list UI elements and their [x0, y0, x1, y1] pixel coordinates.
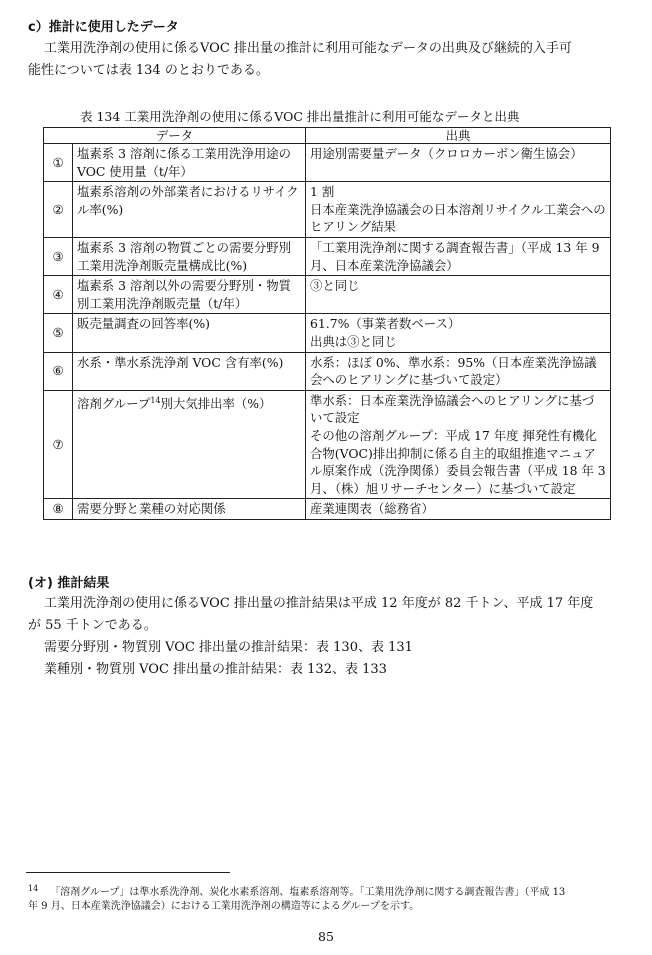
table-caption: 表 134 工業用洗浄剤の使用に係るVOC 排出量推計に利用可能なデータと出典 [80, 109, 520, 124]
row-source-line: その他の溶剤グループ：平成 17 年度 揮発性有機化合物(VOC)排出抑制に係る自主的取組推進マニュアル原案作成（洗浄関係）委員会報告書（平成 18 年 3 月、（株）旭リサーチセンター）に基づいて設定 [310, 427, 606, 496]
data-source-table [43, 127, 611, 520]
row-data: 需要分野と業種の対応関係 [73, 499, 306, 520]
row-number: ⑦ [44, 390, 73, 499]
table-row [44, 352, 611, 390]
row-source: ③と同じ [306, 276, 611, 314]
row-number: ⑥ [44, 352, 73, 390]
row-source: 産業連関表（総務省） [306, 499, 611, 520]
row-source-line: 61.7%（事業者数ベース） [310, 316, 461, 332]
row-number: ② [44, 182, 73, 238]
footnote-marker: 14 [28, 884, 39, 893]
row-source [306, 390, 611, 499]
footnote-line2: 年 9 月、日本産業洗浄協議会）における工業用洗浄剤の構造等によるグループを示す。 [28, 901, 420, 912]
header-source: 出典 [306, 128, 611, 144]
result-item: 需要分野別・物質別 VOC 排出量の推計結果：表 130、表 131 [44, 640, 413, 655]
table-row [44, 390, 611, 499]
row-source-line: 出典は③と同じ [310, 333, 397, 349]
row-data: 塩素系 3 溶剤以外の需要分野別・物質別工業用洗浄剤販売量（t/年） [73, 276, 306, 314]
section-c-heading: c）推計に使用したデータ [28, 20, 179, 35]
page-number: 85 [318, 929, 334, 944]
table-row [44, 182, 611, 238]
row-number: ⑧ [44, 499, 73, 520]
footnote-line1: 「溶剤グループ」は準水系洗浄剤、炭化水素系溶剤、塩素系溶剤等。「工業用洗浄剤に関する調査報告書」（平成 13 [50, 887, 566, 899]
footnote-reference: 14 [150, 395, 161, 405]
row-data-text-suffix: 別大気排出率（%） [160, 395, 272, 411]
section-c-paragraph-line2: 能性については表 134 のとおりである。 [28, 63, 269, 78]
section-o-paragraph-line2: が 55 千トンである。 [28, 618, 157, 633]
section-c-paragraph-line1: 工業用洗浄剤の使用に係るVOC 排出量の推計に利用可能なデータの出典及び継続的入手可 [44, 41, 572, 56]
header-data: データ [44, 128, 306, 144]
table-row [44, 499, 611, 520]
row-source [306, 314, 611, 352]
section-o-heading: (オ) 推計結果 [28, 576, 110, 591]
row-data: 販売量調査の回答率(%) [73, 314, 306, 352]
row-number: ③ [44, 237, 73, 275]
table-row [44, 237, 611, 275]
row-data: 塩素系 3 溶剤に係る工業用洗浄用途の VOC 使用量（t/年） [73, 144, 306, 182]
row-source-line: 1 割 [310, 184, 335, 200]
row-source: 水系：ほぼ 0%、準水系：95%（日本産業洗浄協議会へのヒアリングに基づいて設定） [306, 352, 611, 390]
result-item: 業種別・物質別 VOC 排出量の推計結果：表 132、表 133 [44, 662, 387, 677]
row-data: 塩素系 3 溶剤の物質ごとの需要分野別工業用洗浄剤販売量構成比(%) [73, 237, 306, 275]
row-source-line: 日本産業洗浄協議会の日本溶剤リサイクル工業会へのヒアリング結果 [310, 201, 606, 235]
row-number: ④ [44, 276, 73, 314]
row-number: ① [44, 144, 73, 182]
footnote-separator [26, 872, 230, 873]
table-row [44, 144, 611, 182]
row-source: 「工業用洗浄剤に関する調査報告書」（平成 13 年 9 月、日本産業洗浄協議会） [306, 237, 611, 275]
table-row [44, 276, 611, 314]
row-source [306, 182, 611, 238]
row-data-text: 溶剤グループ [77, 395, 151, 411]
table-row [44, 314, 611, 352]
row-data: 塩素系溶剤の外部業者におけるリサイクル率(%) [73, 182, 306, 238]
row-source-line: 準水系：日本産業洗浄協議会へのヒアリングに基づいて設定 [310, 392, 595, 426]
section-o-paragraph-line1: 工業用洗浄剤の使用に係るVOC 排出量の推計結果は平成 12 年度が 82 千トン、平成 17 年度 [44, 596, 594, 611]
row-data [73, 390, 306, 499]
row-number: ⑤ [44, 314, 73, 352]
row-source: 用途別需要量データ（クロロカーボン衛生協会） [306, 144, 611, 182]
row-data: 水系・準水系洗浄剤 VOC 含有率(%) [73, 352, 306, 390]
table-header-row [44, 128, 611, 144]
